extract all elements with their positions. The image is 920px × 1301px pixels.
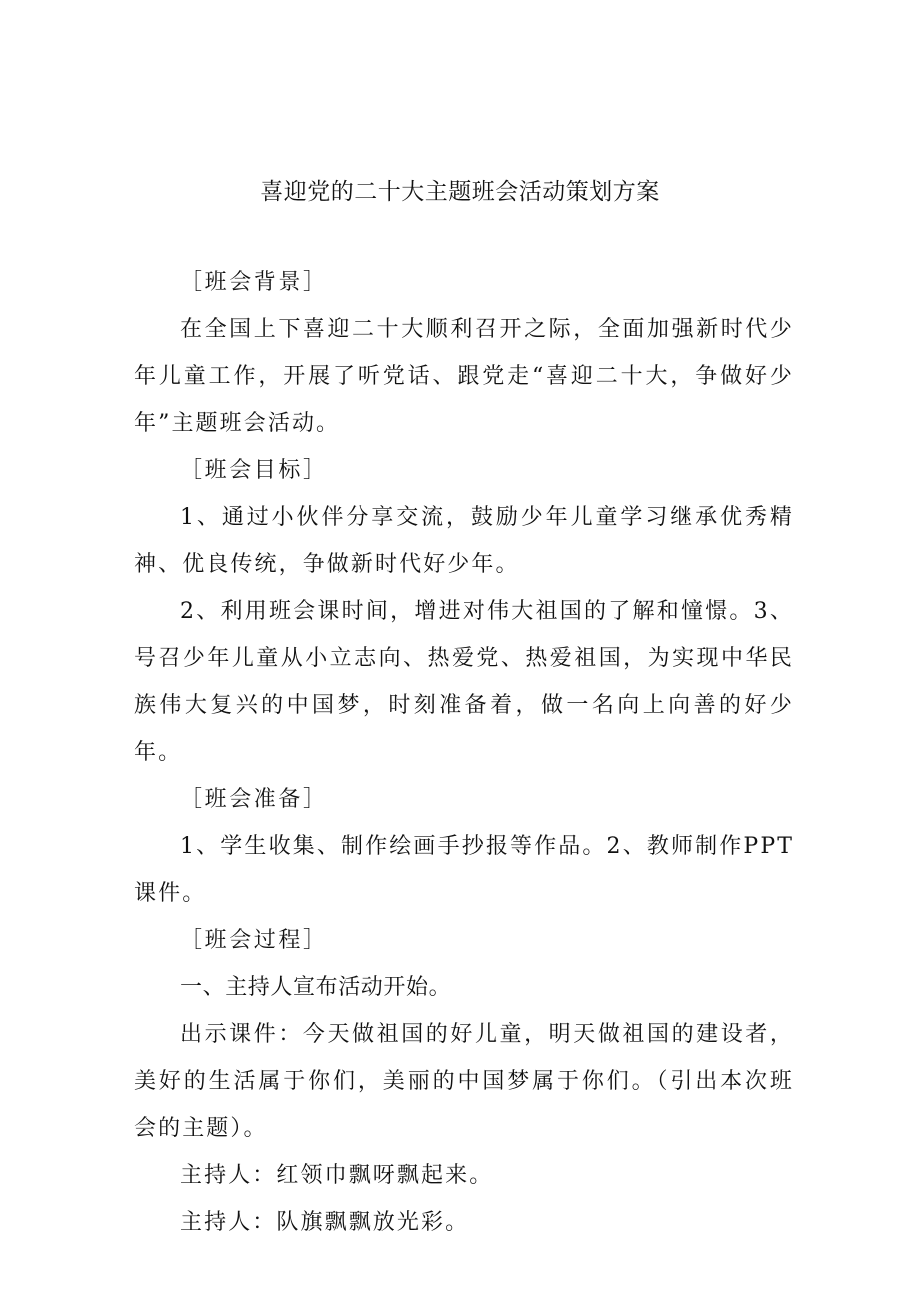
paragraph-host-line-1: 主持人：红领巾飘呀飘起来。: [180, 1163, 494, 1188]
section-heading-background: ［班会背景］: [180, 270, 328, 295]
paragraph-preparation: 1、学生收集、制作绘画手抄报等作品。2、教师制作PPT课件。: [134, 834, 794, 906]
paragraph-host-line-2: 主持人：队旗飘飘放光彩。: [180, 1210, 470, 1235]
process-step-heading: 一、主持人宣布活动开始。: [180, 975, 452, 1000]
section-heading-process: ［班会过程］: [180, 928, 328, 953]
document-body: [134, 259, 794, 1246]
paragraph-courseware: 出示课件：今天做祖国的好儿童，明天做祖国的建设者，美好的生活属于你们，美丽的中国梦属于你们。（引出本次班会的主题）。: [134, 1022, 794, 1141]
paragraph-background: 在全国上下喜迎二十大顺利召开之际，全面加强新时代少年儿童工作，开展了听党话、跟党走“喜迎二十大，争做好少年”主题班会活动。: [134, 317, 794, 436]
paragraph-goal-1: 1、通过小伙伴分享交流，鼓励少年儿童学习继承优秀精神、优良传统，争做新时代好少年。: [134, 505, 794, 577]
section-heading-goals: ［班会目标］: [180, 458, 328, 483]
document-title: 喜迎党的二十大主题班会活动策划方案: [260, 179, 660, 205]
paragraph-goal-2-3: 2、利用班会课时间，增进对伟大祖国的了解和憧憬。3、号召少年儿童从小立志向、热爱党、热爱祖国，为实现中华民族伟大复兴的中国梦，时刻准备着，做一名向上向善的好少年。: [134, 599, 794, 765]
section-heading-preparation: ［班会准备］: [180, 787, 328, 812]
